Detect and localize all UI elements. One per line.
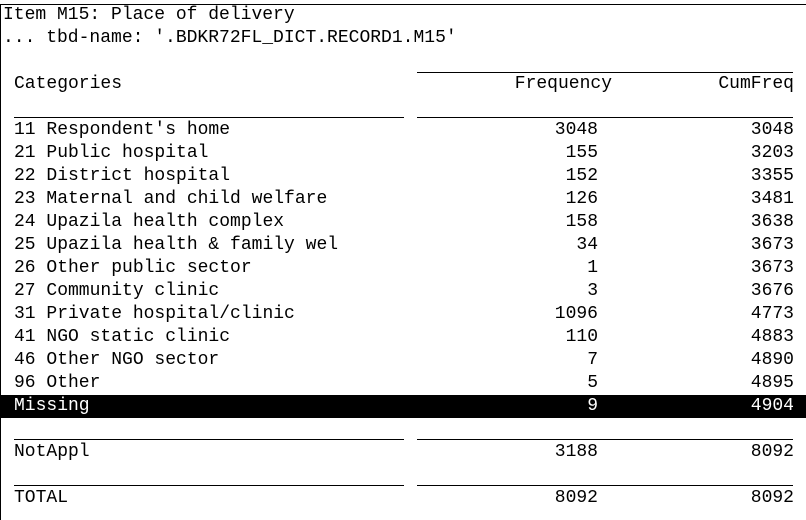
row-frequency: 1 (587, 258, 598, 278)
row-cumfreq: 3638 (750, 212, 794, 232)
row-category: 22 District hospital (14, 166, 231, 186)
row-frequency: 3 (587, 281, 598, 301)
row-cumfreq: 4895 (750, 373, 794, 393)
notappl-cumfreq: 8092 (750, 442, 794, 462)
row-frequency: 126 (565, 189, 598, 209)
missing-cumfreq: 4904 (750, 396, 794, 416)
total-frequency: 8092 (554, 488, 598, 508)
table-row (0, 119, 806, 142)
notappl-label: NotAppl (14, 442, 90, 462)
table-row (0, 303, 806, 326)
row-category: 25 Upazila health & family wel (14, 235, 339, 255)
row-frequency: 5 (587, 373, 598, 393)
row-category: 23 Maternal and child welfare (14, 189, 328, 209)
row-category: 21 Public hospital (14, 143, 209, 163)
header-rule-top (417, 72, 793, 73)
table-row (0, 280, 806, 303)
table-row (0, 257, 806, 280)
total-label: TOTAL (14, 488, 69, 508)
column-header-frequency: Frequency (514, 74, 612, 94)
table-row (0, 349, 806, 372)
row-category: 31 Private hospital/clinic (14, 304, 295, 324)
table-row (0, 372, 806, 395)
table-row (0, 234, 806, 257)
row-frequency: 34 (576, 235, 598, 255)
row-cumfreq: 4890 (750, 350, 794, 370)
column-header-cumfreq: CumFreq (718, 74, 794, 94)
tbd-name: ... tbd-name: '.BDKR72FL_DICT.RECORD1.M15' (3, 28, 457, 48)
row-frequency: 155 (565, 143, 598, 163)
row-frequency: 158 (565, 212, 598, 232)
table-row (0, 142, 806, 165)
row-category: 96 Other (14, 373, 101, 393)
row-category: 27 Community clinic (14, 281, 220, 301)
missing-label: Missing (14, 396, 90, 416)
row-frequency: 7 (587, 350, 598, 370)
row-cumfreq: 4883 (750, 327, 794, 347)
row-frequency: 3048 (554, 120, 598, 140)
row-category: 26 Other public sector (14, 258, 252, 278)
notappl-rule-left (14, 439, 404, 440)
row-frequency: 110 (565, 327, 598, 347)
total-rule-left (14, 485, 404, 486)
missing-frequency: 9 (587, 396, 598, 416)
item-title: Item M15: Place of delivery (3, 5, 295, 25)
row-cumfreq: 3673 (750, 258, 794, 278)
total-row (0, 487, 806, 510)
header-rule-categories (14, 117, 404, 118)
row-cumfreq: 3355 (750, 166, 794, 186)
missing-row (0, 395, 806, 418)
total-rule-right (417, 485, 793, 486)
row-category: 46 Other NGO sector (14, 350, 220, 370)
table-row (0, 188, 806, 211)
row-cumfreq: 3676 (750, 281, 794, 301)
notappl-row (0, 441, 806, 464)
table-row (0, 211, 806, 234)
row-cumfreq: 3673 (750, 235, 794, 255)
row-category: 24 Upazila health complex (14, 212, 285, 232)
row-category: 41 NGO static clinic (14, 327, 231, 347)
total-cumfreq: 8092 (750, 488, 794, 508)
notappl-frequency: 3188 (554, 442, 598, 462)
row-frequency: 152 (565, 166, 598, 186)
table-row (0, 326, 806, 349)
table-row (0, 165, 806, 188)
row-cumfreq: 3481 (750, 189, 794, 209)
row-frequency: 1096 (554, 304, 598, 324)
row-cumfreq: 3203 (750, 143, 794, 163)
header-rule-values (417, 117, 793, 118)
column-header-categories: Categories (14, 74, 123, 94)
notappl-rule-right (417, 439, 793, 440)
row-cumfreq: 4773 (750, 304, 794, 324)
row-cumfreq: 3048 (750, 120, 794, 140)
row-category: 11 Respondent's home (14, 120, 231, 140)
